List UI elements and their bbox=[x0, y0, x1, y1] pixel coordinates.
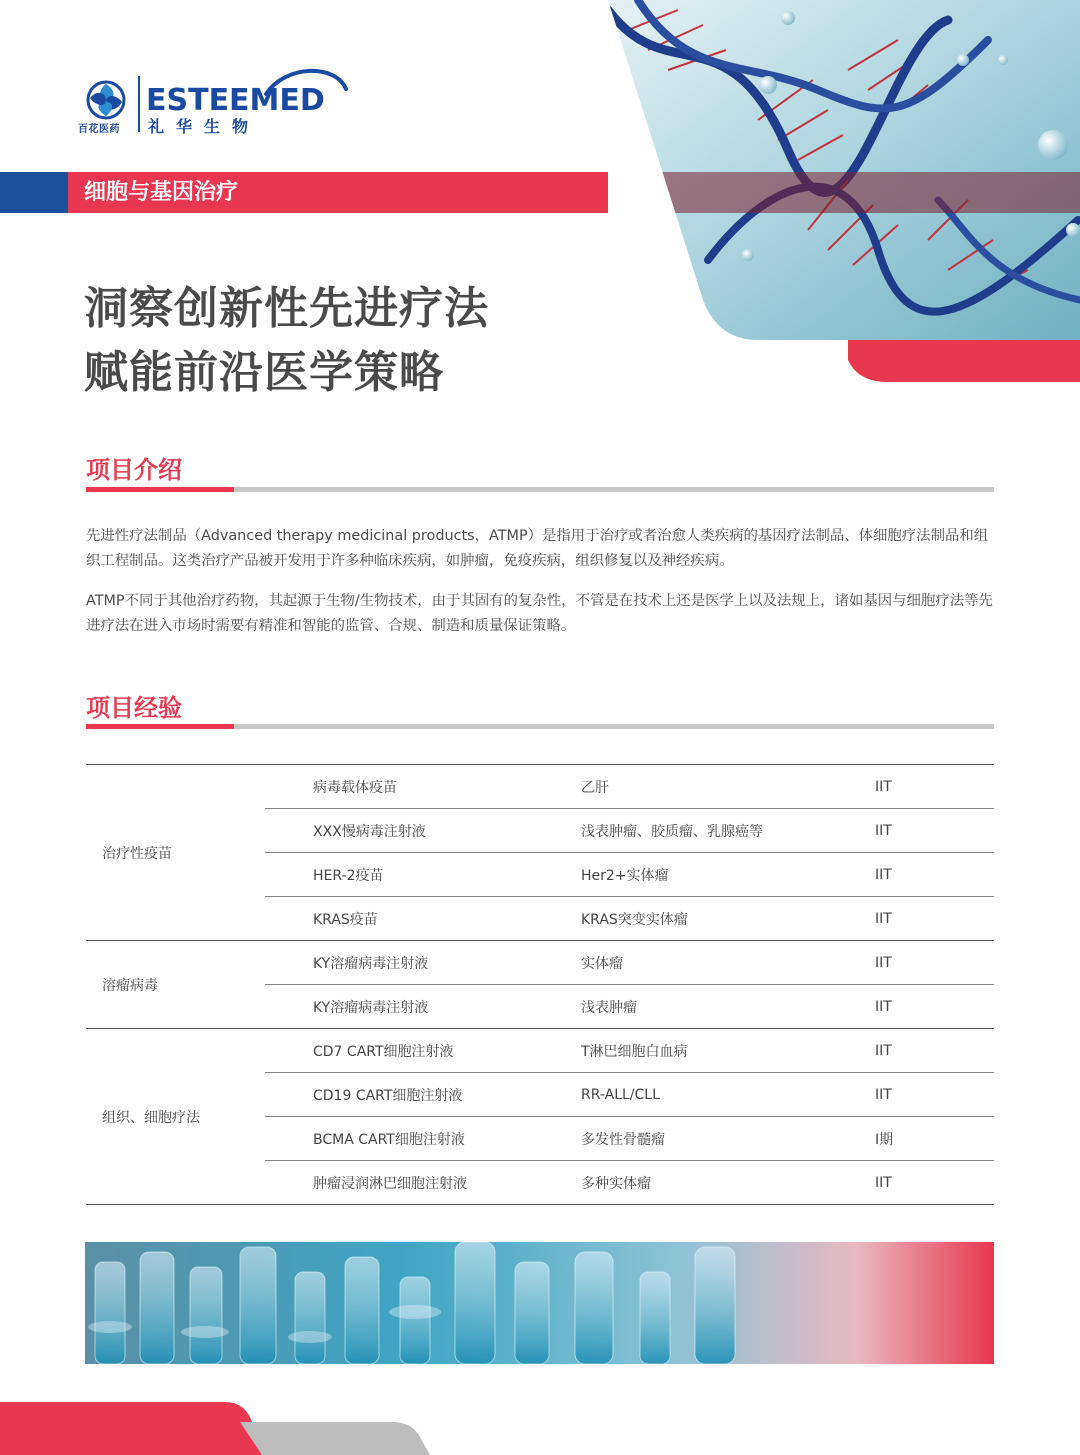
indication-cell: T淋巴细胞白血病 bbox=[581, 1043, 688, 1060]
phase-cell: IIT bbox=[875, 910, 892, 927]
lab-test-tubes-image bbox=[85, 1242, 994, 1364]
table-row bbox=[265, 896, 994, 940]
product-cell: KRAS疫苗 bbox=[313, 911, 378, 928]
phase-cell: IIT bbox=[875, 822, 892, 839]
product-cell: CD19 CART细胞注射液 bbox=[313, 1087, 463, 1104]
phase-cell: I期 bbox=[875, 1131, 894, 1148]
logo-divider bbox=[138, 76, 140, 132]
intro-rule-accent bbox=[86, 487, 234, 492]
dna-helix-image bbox=[608, 0, 1080, 340]
intro-heading: 项目介绍 bbox=[86, 456, 182, 484]
indication-cell: 浅表肿瘤、胶质瘤、乳腺癌等 bbox=[581, 823, 763, 840]
category-label: 细胞与基因治疗 bbox=[84, 180, 239, 205]
product-cell: KY溶瘤病毒注射液 bbox=[313, 955, 429, 972]
table-row bbox=[265, 984, 994, 1028]
experience-heading: 项目经验 bbox=[86, 694, 182, 722]
group-name: 治疗性疫苗 bbox=[102, 845, 172, 862]
hero-title-line1: 洞察创新性先进疗法 bbox=[84, 283, 489, 334]
table-row bbox=[265, 1116, 994, 1160]
esteemed-wordmark: ESTEEMED bbox=[146, 83, 325, 118]
table-group bbox=[86, 1028, 994, 1204]
product-cell: 病毒载体疫苗 bbox=[313, 779, 397, 796]
table-row bbox=[265, 765, 994, 808]
intro-paragraph-1: 先进性疗法制品（Advanced therapy medicinal products，ATMP）是指用于治疗或者治愈人类疾病的基因疗法制品、体细胞疗法制品和组织工程制品。这类治疗产品被开发用于许多种临床疾病，如肿瘤，免疫疾病，组织修复以及神经疾病。 bbox=[86, 528, 989, 569]
table-bottom-rule bbox=[86, 1204, 994, 1205]
table-row bbox=[265, 1160, 994, 1204]
group-name: 组织、细胞疗法 bbox=[102, 1109, 200, 1126]
product-cell: CD7 CART细胞注射液 bbox=[313, 1043, 454, 1060]
indication-cell: 多发性骨髓瘤 bbox=[581, 1131, 665, 1148]
product-cell: 肿瘤浸润淋巴细胞注射液 bbox=[313, 1175, 467, 1192]
group-name: 溶瘤病毒 bbox=[102, 977, 158, 994]
product-cell: KY溶瘤病毒注射液 bbox=[313, 999, 429, 1016]
indication-cell: KRAS突变实体瘤 bbox=[581, 911, 688, 928]
intro-paragraph-2: ATMP不同于其他治疗药物，其起源于生物/生物技术，由于其固有的复杂性，不管是在技术上还是医学上以及法规上，诸如基因与细胞疗法等先进疗法在进入市场时需要有精准和智能的监管、合规、制造和质量保证策略。 bbox=[86, 593, 993, 634]
table-row bbox=[265, 808, 994, 852]
indication-cell: RR-ALL/CLL bbox=[581, 1086, 660, 1103]
hero-red-corner bbox=[848, 340, 1080, 382]
indication-cell: 实体瘤 bbox=[581, 955, 623, 972]
product-cell: HER-2疫苗 bbox=[313, 867, 384, 884]
indication-cell: 浅表肿瘤 bbox=[581, 999, 637, 1016]
footer-decoration bbox=[0, 1402, 440, 1455]
phase-cell: IIT bbox=[875, 1086, 892, 1103]
table-row bbox=[265, 1029, 994, 1072]
product-cell: BCMA CART细胞注射液 bbox=[313, 1131, 465, 1148]
indication-cell: 乙肝 bbox=[581, 779, 609, 796]
phase-cell: IIT bbox=[875, 998, 892, 1015]
phase-cell: IIT bbox=[875, 1174, 892, 1191]
esteemed-cn-name: 礼华生物 bbox=[148, 117, 261, 136]
phase-cell: IIT bbox=[875, 866, 892, 883]
table-row bbox=[265, 1072, 994, 1116]
experience-table bbox=[86, 764, 994, 1205]
table-group bbox=[86, 764, 994, 940]
table-group bbox=[86, 940, 994, 1028]
phase-cell: IIT bbox=[875, 1042, 892, 1059]
phase-cell: IIT bbox=[875, 954, 892, 971]
hero-title-line2: 赋能前沿医学策略 bbox=[84, 347, 444, 398]
table-row bbox=[265, 941, 994, 984]
product-cell: XXX慢病毒注射液 bbox=[313, 823, 426, 840]
table-row bbox=[265, 852, 994, 896]
experience-rule-accent bbox=[86, 724, 234, 729]
indication-cell: Her2+实体瘤 bbox=[581, 867, 669, 884]
baihua-brand-name: 百花医药 bbox=[78, 124, 120, 135]
category-band-blue bbox=[0, 172, 68, 213]
phase-cell: IIT bbox=[875, 778, 892, 795]
indication-cell: 多种实体瘤 bbox=[581, 1175, 651, 1192]
